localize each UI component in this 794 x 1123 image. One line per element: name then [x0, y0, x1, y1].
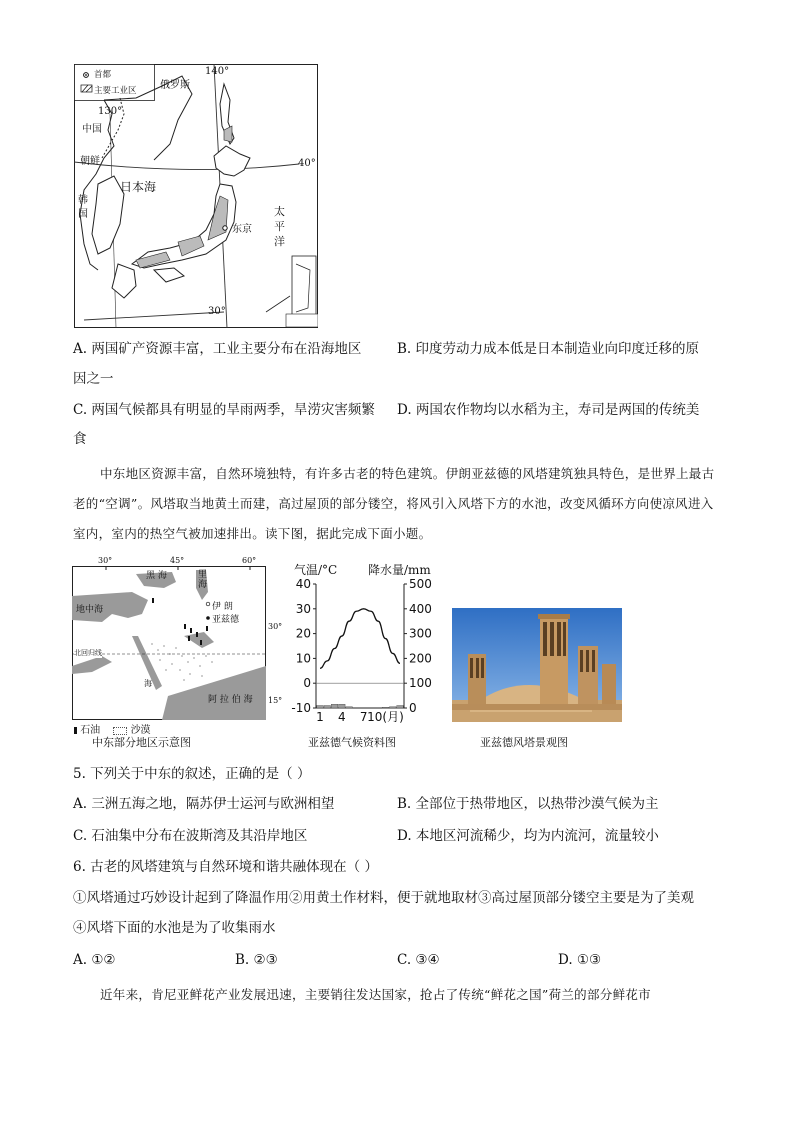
y-left-tick-label: 10: [295, 651, 311, 666]
q4-option-b-cont: 因之一: [73, 371, 114, 387]
climate-chart: [286, 560, 442, 728]
q4-option-c: C. 两国气候都具有明显的旱雨两季，旱涝灾害频繁: [73, 402, 375, 418]
y-right-tick-label: 500: [409, 577, 432, 591]
passage-middle-east: 中东地区资源丰富，自然环境独特，有许多古老的特色建筑。伊朗亚兹德的风塔建筑独具特色，是世界上最古老的“空调”。风塔取当地黄土而建，高过屋顶的部分镂空，将风引入风塔下方的水池，改变风循环方向使凉风进入室内，室内的热空气被加速排出。读下图，据此完成下面小题。: [73, 466, 715, 541]
wind-tower-photo: [452, 608, 622, 722]
q4-option-d: D. 两国农作物均以水稻为主，寿司是两国的传统美: [397, 402, 700, 418]
q5-option-b: B. 全部位于热带地区，以热带沙漠气候为主: [397, 796, 659, 812]
me-lon-30: 30°: [98, 556, 113, 565]
precip-bar: [346, 707, 353, 708]
label-lon-130: 130°: [98, 106, 123, 117]
y-left-tick-label: -10: [291, 701, 311, 715]
me-lat-15: 15°: [268, 696, 283, 705]
q6-option-a: A. ①②: [73, 952, 116, 968]
passage-kenya-flowers: 近年来，肯尼亚鲜花产业发展迅速，主要销往发达国家，抢占了传统“鲜花之国”荷兰的部分鲜花市: [100, 987, 651, 1002]
chart-ylabel-left: 气温/°C: [294, 563, 338, 577]
q5-stem: 5. 下列关于中东的叙述，正确的是（ ）: [73, 766, 311, 782]
y-right-tick-label: 200: [409, 651, 432, 666]
q4-option-a: A. 两国矿产资源丰富，工业主要分布在沿海地区: [73, 341, 362, 357]
q4-option-b: B. 印度劳动力成本低是日本制造业向印度迁移的原: [397, 341, 700, 357]
precip-bar: [317, 706, 324, 708]
y-right-tick-label: 300: [409, 626, 432, 641]
y-right-tick-label: 100: [409, 676, 432, 691]
me-mediterranean: 地中海: [76, 605, 104, 615]
me-map-caption: 中东部分地区示意图: [92, 736, 191, 749]
me-black-sea: 黑 海: [146, 571, 167, 581]
precip-bar: [331, 704, 338, 708]
label-russia: 俄罗斯: [160, 80, 190, 91]
legend-oil-label: 石油: [80, 725, 101, 736]
label-lat-40: 40°: [298, 158, 316, 169]
me-caspian: 里 海: [198, 570, 208, 590]
legend-industrial-label: 主要工业区: [94, 86, 137, 96]
x-tick-label: 10(月): [367, 710, 404, 724]
y-left-tick-label: 20: [295, 626, 311, 641]
me-lon-45: 45°: [170, 556, 185, 565]
y-left-tick-label: 30: [295, 601, 311, 616]
q4-option-d-cont: 食: [73, 431, 87, 447]
q6-statement-line1: ①风塔通过巧妙设计起到了降温作用②用黄土作材料，便于就地取材③高过屋顶部分镂空主要是为了美观: [73, 890, 694, 906]
q6-option-c: C. ③④: [397, 952, 440, 968]
x-tick-label: 4: [337, 710, 346, 724]
q5-option-d: D. 本地区河流稀少，均为内流河，流量较小: [397, 828, 659, 844]
me-lat-30: 30°: [268, 622, 283, 631]
y-right-tick-label: 0: [409, 701, 417, 715]
legend-desert-label: 沙漠: [130, 725, 151, 736]
x-tick-label: 1: [316, 710, 324, 724]
q6-option-b: B. ②③: [235, 952, 278, 968]
y-left-tick-label: 0: [303, 676, 311, 691]
q5-option-c: C. 石油集中分布在波斯湾及其沿岸地区: [73, 828, 308, 844]
precip-bar: [389, 707, 396, 708]
legend-capital-label: 首都: [94, 70, 112, 80]
q6-option-d: D. ①③: [558, 952, 602, 968]
me-lon-60: 60°: [242, 556, 257, 565]
precip-bar: [382, 707, 389, 708]
oil-icon: [74, 727, 77, 734]
me-yazd: 亚兹德: [212, 615, 240, 625]
me-arabian-sea: 阿 拉 伯 海: [208, 695, 253, 705]
me-sea-h: 海: [144, 679, 152, 688]
label-pacific: 太 平 洋: [274, 205, 285, 248]
chart-ylabel-right: 降水量/mm: [368, 563, 431, 577]
label-north-korea: 朝鲜: [80, 156, 100, 167]
label-tokyo: 东京: [232, 224, 252, 235]
japan-map: [74, 64, 318, 328]
q5-option-a: A. 三洲五海之地，隔苏伊士运河与欧洲相望: [73, 796, 335, 812]
label-china: 中国: [82, 124, 102, 135]
x-tick-label: 7: [359, 710, 368, 724]
label-lon-140: 140°: [205, 66, 230, 77]
me-iran: 伊 朗: [212, 602, 233, 612]
precip-bar: [339, 704, 346, 708]
y-right-tick-label: 400: [409, 601, 432, 616]
label-lat-30: 30°: [208, 306, 226, 317]
label-south-korea: 韩国: [78, 195, 88, 220]
precip-bar: [324, 706, 331, 708]
q6-stem: 6. 古老的风塔建筑与自然环境和谐共融体现在（ ）: [73, 859, 378, 875]
label-sea-of-japan: 日本海: [120, 180, 157, 194]
temperature-line: [320, 609, 400, 669]
wind-tower-caption: 亚兹德风塔景观图: [480, 736, 568, 749]
precip-bar: [397, 706, 404, 708]
middle-east-map: [72, 556, 283, 720]
me-tropic: 北回归线: [74, 649, 102, 657]
y-left-tick-label: 40: [295, 577, 311, 591]
q6-statement-line2: ④风塔下面的水池是为了收集雨水: [73, 920, 276, 936]
climate-chart-caption: 亚兹德气候资料图: [308, 736, 396, 749]
